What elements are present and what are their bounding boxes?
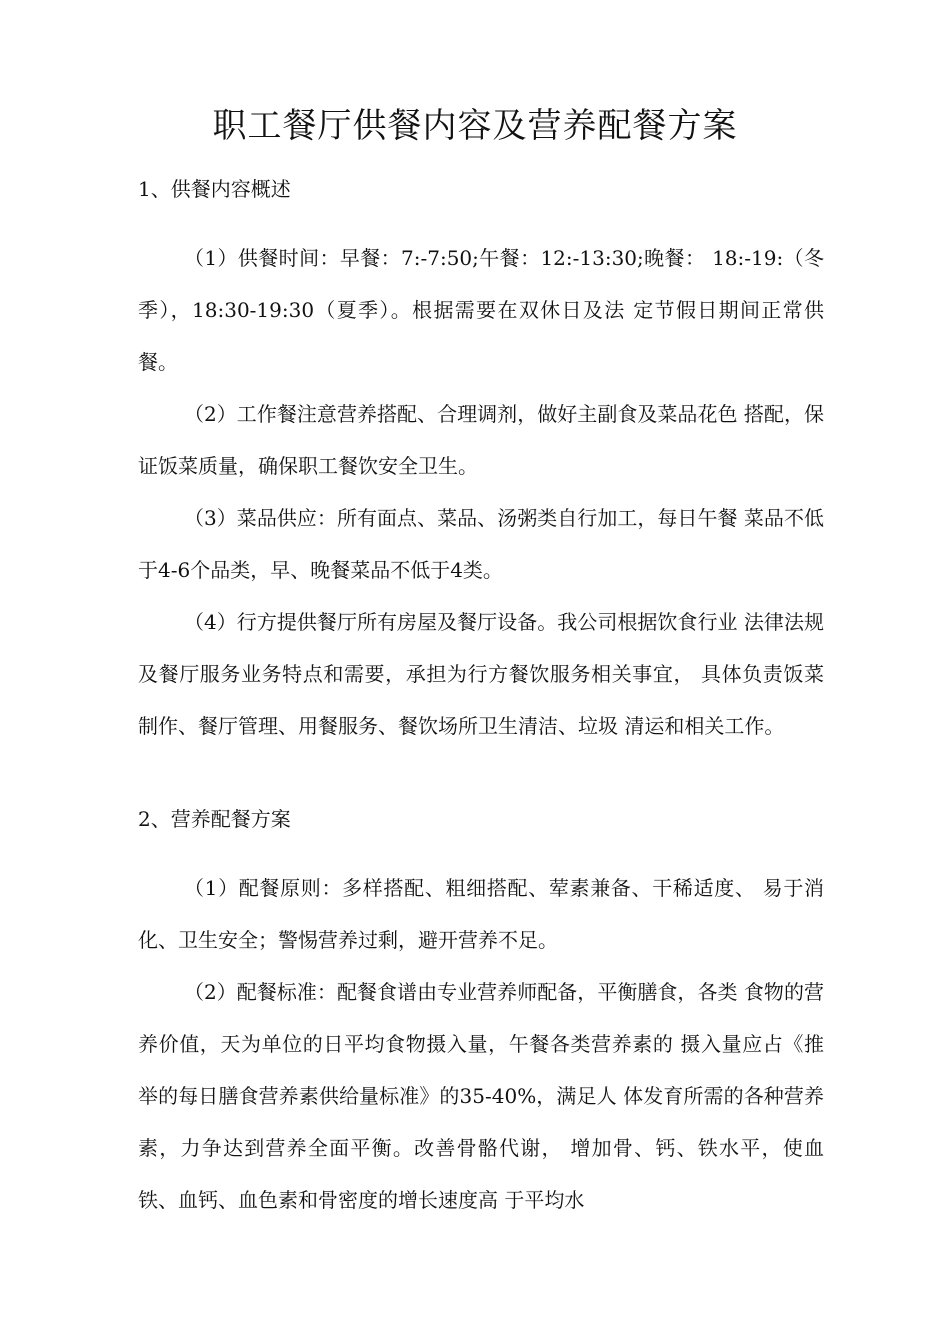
paragraph-standards: （2）配餐标准：配餐食谱由专业营养师配备，平衡膳食，各类 食物的营养价值，天为单位的日平均食物摄入量，午餐各类营养素的 摄入量应占《推举的每日膳食营养素供给量标准》的35-40%，满足人 体发育所需的各种营养素，力争达到营养全面平衡。改善骨骼代谢， 增加骨、钙、铁水平，使血铁、血钙、血色素和骨密度的增长速度高 于平均水: [138, 980, 824, 1212]
paragraph-nutrition-matching: （2）工作餐注意营养搭配、合理调剂，做好主副食及菜品花色 搭配，保证饭菜质量，确保职工餐饮安全卫生。: [138, 402, 824, 478]
section-heading-2: 2、营养配餐方案: [138, 807, 291, 831]
paragraph-principles: （1）配餐原则：多样搭配、粗细搭配、荤素兼备、干稀适度、 易于消化、卫生安全；警惕营养过剩，避开营养不足。: [138, 876, 824, 952]
section-heading-1: 1、供餐内容概述: [138, 177, 291, 201]
paragraph-dish-supply: （3）菜品供应：所有面点、菜品、汤粥类自行加工，每日午餐 菜品不低于4-6个品类，早、晚餐菜品不低于4类。: [138, 506, 824, 582]
paragraph-meal-times: （1）供餐时间：早餐：7:-7:50;午餐：12:-13:30;晚餐： 18:-19:（冬季），18:30-19:30（夏季）。根据需要在双休日及法 定节假日期间正常供餐。: [138, 246, 824, 374]
paragraph-facilities-service: （4）行方提供餐厅所有房屋及餐厅设备。我公司根据饮食行业 法律法规及餐厅服务业务特点和需要，承担为行方餐饮服务相关事宜， 具体负责饭菜制作、餐厅管理、用餐服务、餐饮场所卫生清洁、垃圾 清运和相关工作。: [138, 610, 824, 738]
document-title: 职工餐厅供餐内容及营养配餐方案: [212, 106, 738, 146]
